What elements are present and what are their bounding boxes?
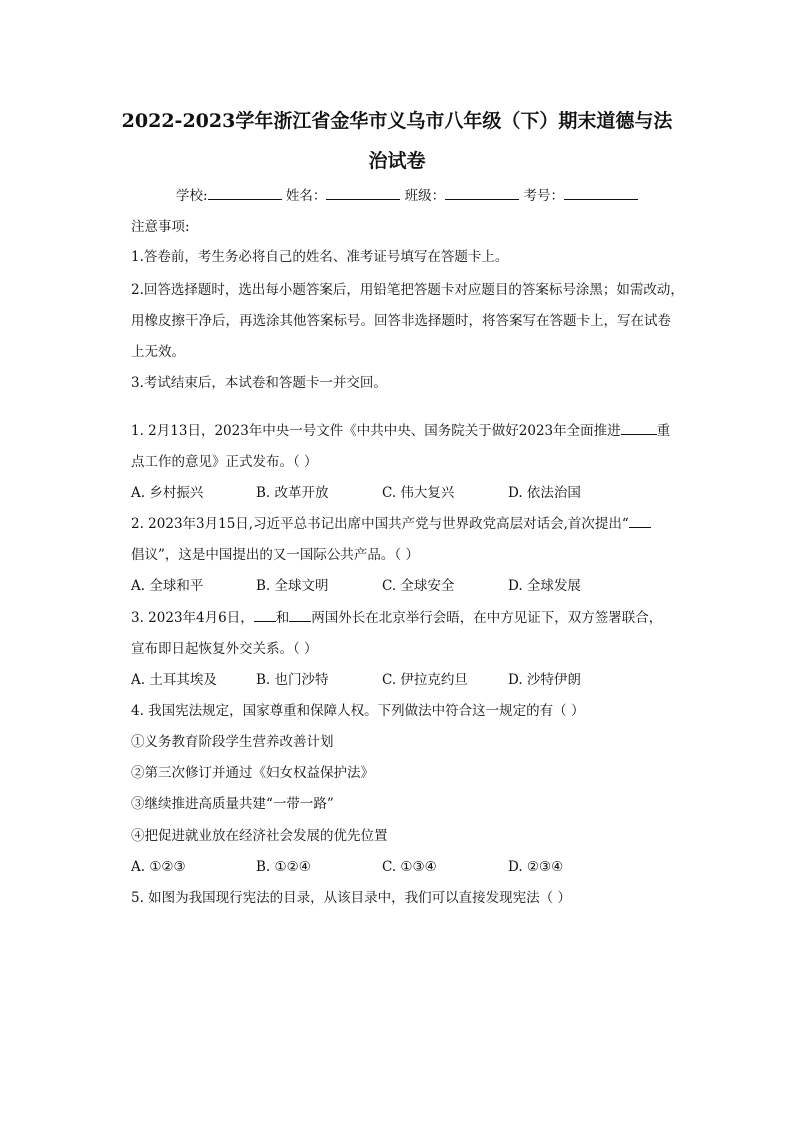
notice-item-2-line2: 用橡皮擦干净后，再选涂其他答案标号。回答非选择题时，将答案写在答题卡上，写在试卷 <box>131 313 671 329</box>
q1-option-d[interactable]: D. 依法治国 <box>508 485 581 501</box>
q4-line1: 4. 我国宪法规定，国家尊重和保障人权。下列做法中符合这一规定的有（ ） <box>131 703 585 719</box>
exam-title-line1: 2022-2023学年浙江省金华市义乌市八年级（下）期末道德与法 <box>121 110 673 132</box>
q1-option-b[interactable]: B. 改革开放 <box>256 485 329 501</box>
notice-item-2-line1: 2.回答选择题时，选出每小题答案后，用铅笔把答题卡对应题目的答案标号涂黑；如需改动， <box>131 282 684 298</box>
notice-heading: 注意事项: <box>131 219 190 235</box>
q2-option-b[interactable]: B. 全球文明 <box>256 578 329 594</box>
exam-no-label: 考号： <box>523 188 564 204</box>
q3-line1 <box>131 609 662 627</box>
q1-blank <box>621 422 657 435</box>
name-blank <box>326 187 400 200</box>
q2-line2: 倡议”，这是中国提出的又一国际公共产品。（ ） <box>131 547 419 563</box>
student-info-row <box>176 187 638 205</box>
q5-line1: 5. 如图为我国现行宪法的目录，从该目录中，我们可以直接发现宪法（ ） <box>131 890 571 906</box>
q3-option-a[interactable]: A. 土耳其埃及 <box>131 672 217 688</box>
q3-option-c[interactable]: C. 伊拉克约旦 <box>382 672 468 688</box>
q4-statement-4: ④把促进就业放在经济社会发展的优先位置 <box>131 828 388 844</box>
q1-text-tail: 重 <box>656 423 671 439</box>
q1-line2: 点工作的意见》正式发布。（ ） <box>131 454 318 470</box>
q2-line1 <box>131 515 651 533</box>
q3-option-d[interactable]: D. 沙特伊朗 <box>508 672 581 688</box>
q3-text-mid: 和 <box>275 610 290 626</box>
q4-option-d[interactable]: D. ②③④ <box>508 859 564 875</box>
q2-option-d[interactable]: D. 全球发展 <box>508 578 581 594</box>
q2-blank <box>629 515 651 528</box>
exam-no-blank <box>564 187 638 200</box>
q3-blank-2 <box>289 609 311 622</box>
q1-text: 1. 2月13日，2023年中央一号文件《中共中央、国务院关于做好2023年全面推进 <box>131 423 621 439</box>
q2-option-a[interactable]: A. 全球和平 <box>131 578 204 594</box>
q3-option-b[interactable]: B. 也门沙特 <box>256 672 329 688</box>
q1-option-a[interactable]: A. 乡村振兴 <box>131 485 204 501</box>
q1-line1 <box>131 422 670 440</box>
class-label: 班级： <box>404 188 446 204</box>
q1-option-c[interactable]: C. 伟大复兴 <box>382 485 455 501</box>
exam-title-line2: 治试卷 <box>368 150 426 172</box>
notice-item-3: 3.考试结束后，本试卷和答题卡一并交回。 <box>131 375 387 391</box>
school-blank <box>208 187 282 200</box>
q4-statement-1: ①义务教育阶段学生营养改善计划 <box>131 734 334 750</box>
q2-option-c[interactable]: C. 全球安全 <box>382 578 455 594</box>
q4-statement-3: ③继续推进高质量共建“一带一路” <box>131 796 334 812</box>
q3-text-tail: 两国外长在北京举行会晤，在中方见证下，双方签署联合， <box>311 610 663 626</box>
notice-item-1: 1.答卷前，考生务必将自己的姓名、准考证号填写在答题卡上。 <box>131 249 509 265</box>
q4-statement-2: ②第三次修订并通过《妇女权益保护法》 <box>131 765 374 781</box>
q3-text: 3. 2023年4月6日， <box>131 610 254 626</box>
class-blank <box>445 187 519 200</box>
q4-option-c[interactable]: C. ①③④ <box>382 859 437 875</box>
q4-option-b[interactable]: B. ①②④ <box>256 859 311 875</box>
school-label: 学校: <box>176 188 208 204</box>
name-label: 姓名： <box>285 188 327 204</box>
notice-item-2-line3: 上无效。 <box>131 344 185 360</box>
q2-text: 2. 2023年3月15日,习近平总书记出席中国共产党与世界政党高层对话会,首次提出“ <box>131 516 629 532</box>
q4-option-a[interactable]: A. ①②③ <box>131 859 186 875</box>
q3-line2: 宣布即日起恢复外交关系。（ ） <box>131 641 318 657</box>
q3-blank-1 <box>254 609 276 622</box>
